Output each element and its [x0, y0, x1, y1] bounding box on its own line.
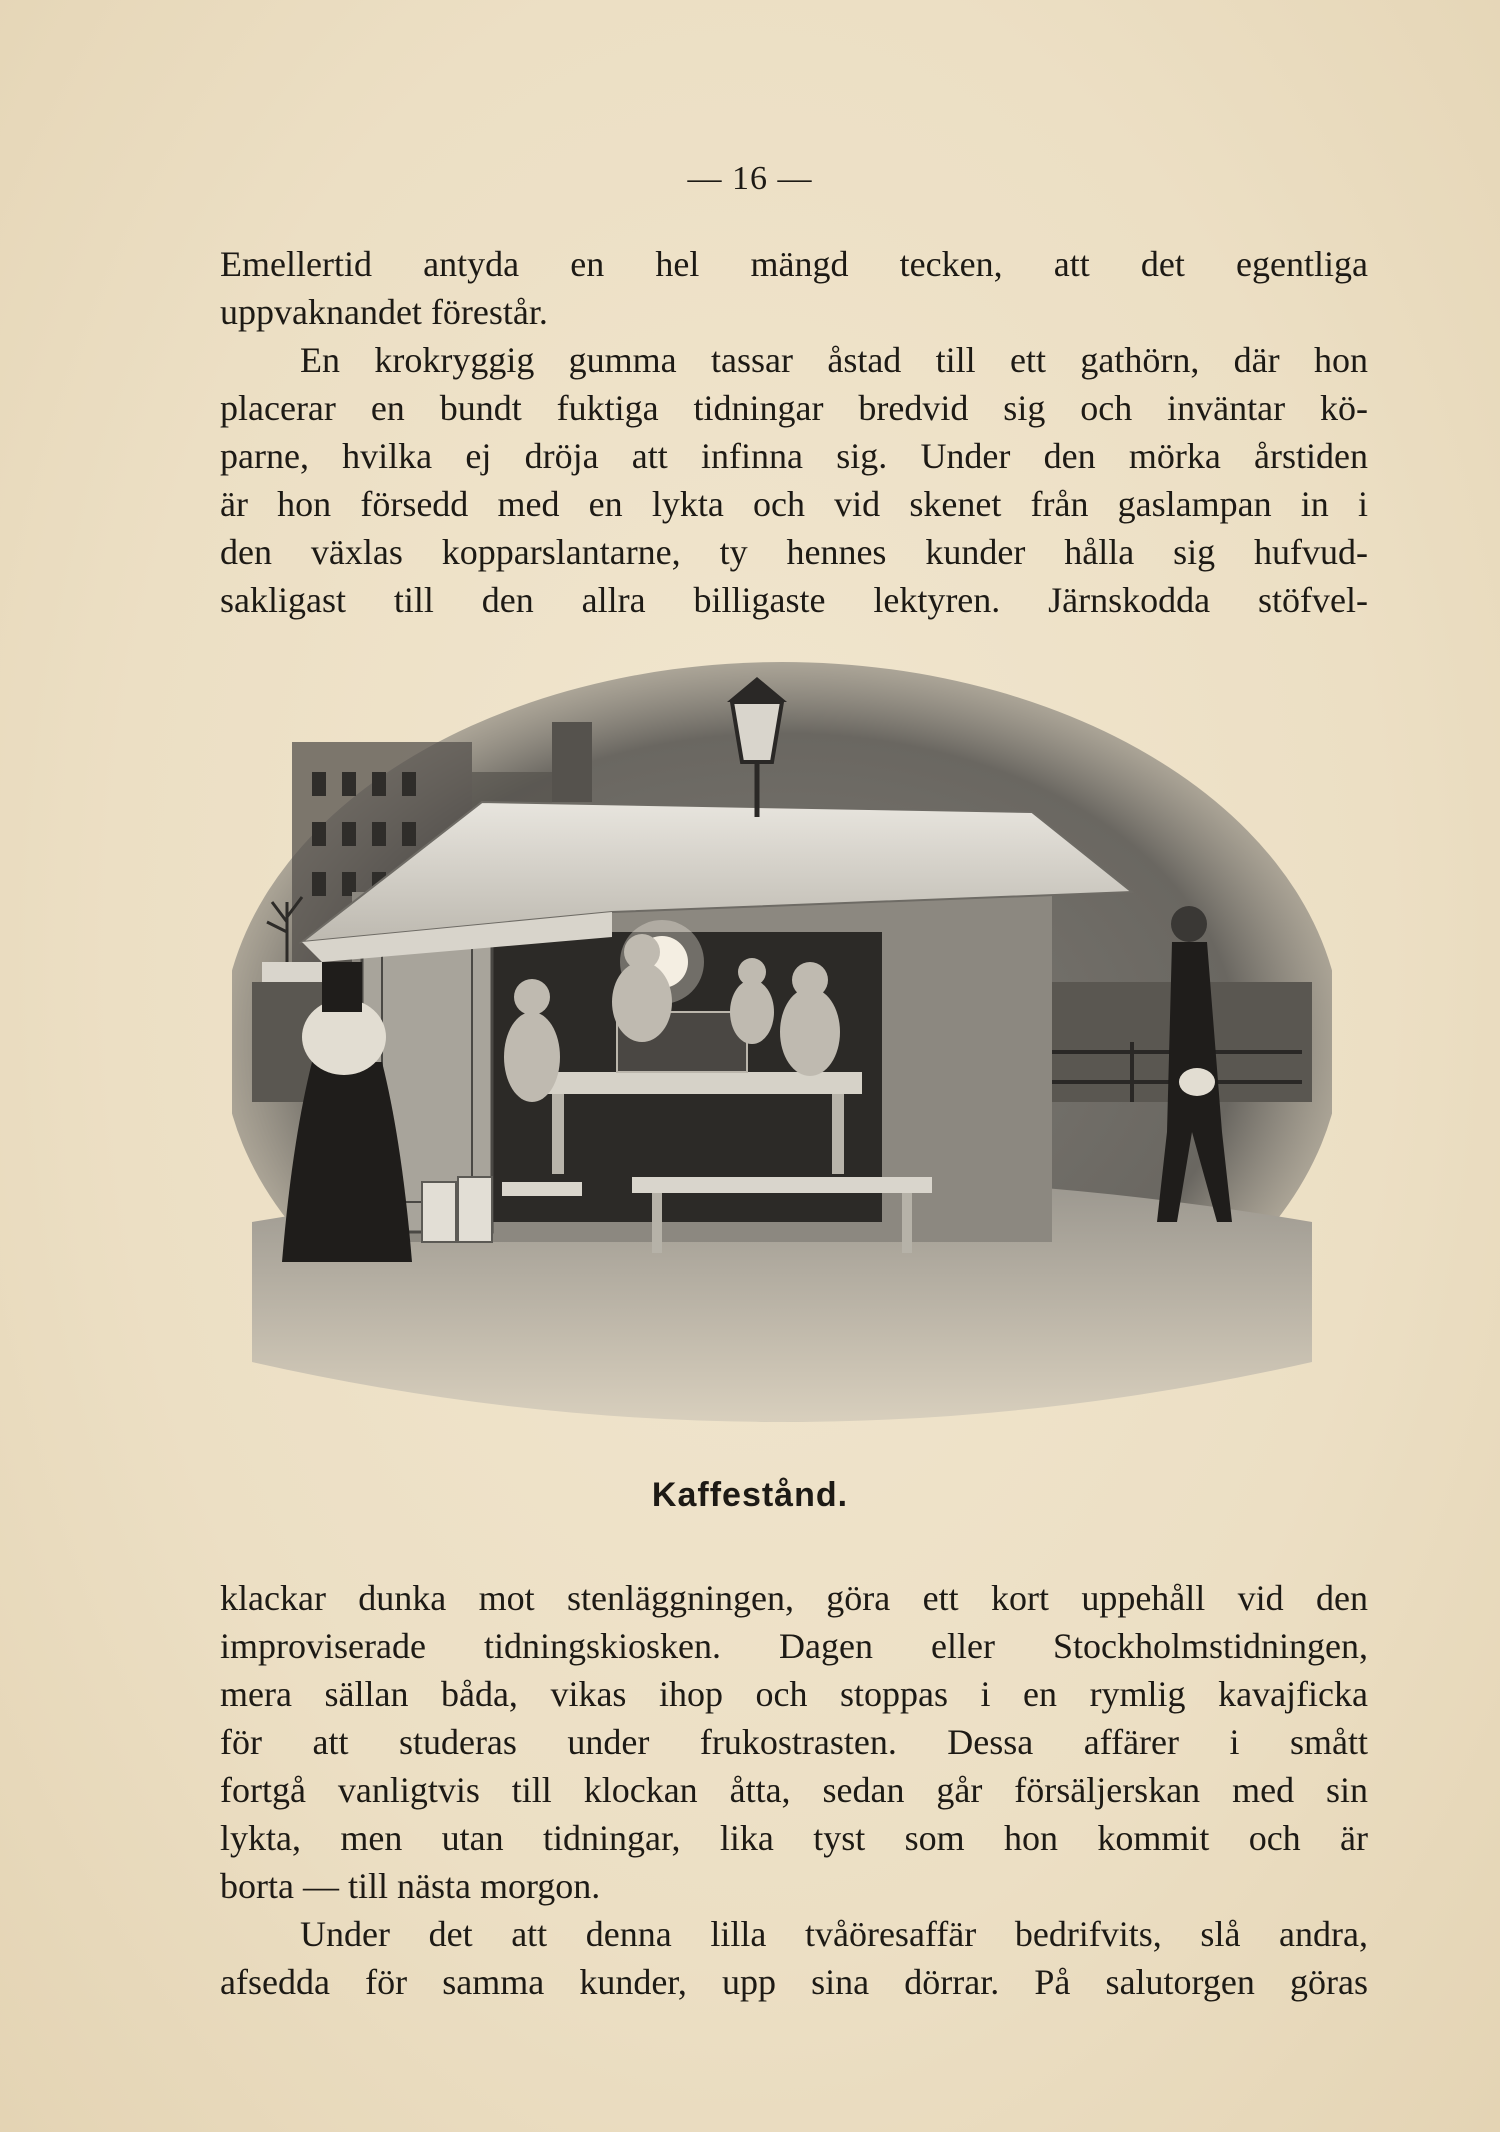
- text-line: klackar dunka mot stenläggningen, göra ett kort uppehåll vid den: [220, 1578, 1368, 1618]
- text-line: är hon försedd med en lykta och vid skenet från gaslampan in i: [220, 484, 1368, 524]
- text-line: improviserade tidningskiosken. Dagen eller Stockholmstidningen,: [220, 1626, 1368, 1666]
- text-line: fortgå vanligtvis till klockan åtta, sedan går försäljerskan med sin: [220, 1770, 1368, 1810]
- milk-cans: [422, 1177, 492, 1242]
- text-line: Emellertid antyda en hel mängd tecken, att det egentliga: [220, 244, 1368, 284]
- text-line: för att studeras under frukostrasten. Dessa affärer i smått: [220, 1722, 1368, 1762]
- text-line: lykta, men utan tidningar, lika tyst som hon kommit och är: [220, 1818, 1368, 1858]
- text-line: parne, hvilka ej dröja att infinna sig. Under den mörka årstiden: [220, 436, 1368, 476]
- text-line: den växlas kopparslantarne, ty hennes kunder hålla sig hufvud-: [220, 532, 1368, 572]
- bottom-text-block: [220, 1574, 1368, 2006]
- text-line: mera sällan båda, vikas ihop och stoppas i en rymlig kavajficka: [220, 1674, 1368, 1714]
- text-line: uppvaknandet förestår.: [220, 292, 548, 332]
- page-number: — 16 —: [687, 160, 813, 197]
- text-line: sakligast till den allra billigaste lektyren. Järnskodda stöfvel-: [220, 580, 1368, 620]
- coffee-stand-illustration: [232, 662, 1332, 1442]
- text-line: borta — till nästa morgon.: [220, 1866, 601, 1906]
- text-line: afsedda för samma kunder, upp sina dörrar. På salutorgen göras: [220, 1962, 1368, 2002]
- top-text-block: [220, 240, 1368, 624]
- coffee-stand: [302, 802, 1132, 1253]
- text-line: Under det att denna lilla tvåöresaffär bedrifvits, slå andra,: [300, 1914, 1368, 1954]
- text-line: placerar en bundt fuktiga tidningar bredvid sig och inväntar kö-: [220, 388, 1368, 428]
- text-line: En krokryggig gumma tassar åstad till ett gathörn, där hon: [300, 340, 1368, 380]
- illustration-caption: Kaffestånd.: [651, 1476, 849, 1514]
